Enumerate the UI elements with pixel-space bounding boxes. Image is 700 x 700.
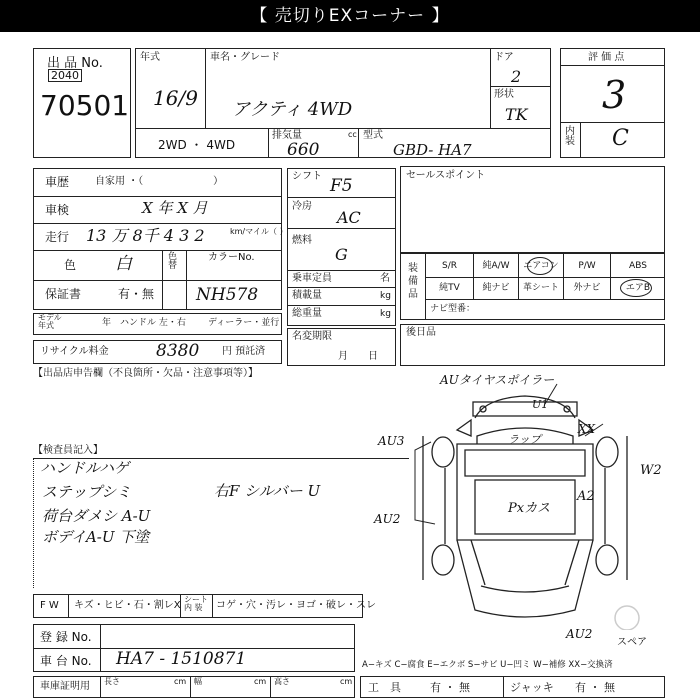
history-value: 自家用 ・（ ） — [95, 176, 224, 187]
length-label: 長さ — [104, 677, 120, 686]
inspection-value: X 年 X 月 — [142, 199, 208, 217]
navi-label: ナビ型番： — [430, 304, 476, 314]
equip-ac-circle — [527, 257, 553, 275]
height-unit: cm — [340, 677, 353, 686]
equip-abs: ABS — [629, 261, 647, 271]
color-no-value: NH578 — [196, 285, 259, 305]
fw-label: F W — [40, 600, 59, 611]
inspector-note-3: 荷台ダメシ A-U — [42, 507, 151, 525]
lot-label: 出 品 No. — [47, 56, 103, 71]
ac-label: 冷房 — [292, 201, 312, 212]
equip-navi: 純ナビ — [482, 283, 510, 293]
capacity-unit: 名 — [380, 273, 390, 284]
jack-value: 有 ・ 無 — [575, 681, 615, 694]
shift-value: F5 — [330, 176, 353, 196]
history-label: 車歴 — [45, 175, 70, 189]
weight-unit: kg — [380, 309, 391, 319]
displacement-label: 排気量 — [272, 130, 302, 141]
equip-ext-navi: 外ナビ — [573, 283, 601, 293]
handle-label: ハンドル 左・右 — [120, 318, 186, 328]
capacity-label: 乗車定員 — [292, 273, 332, 284]
color-value: 白 — [115, 254, 132, 274]
fw-text: キズ・ヒビ・石・割レX — [74, 600, 181, 611]
spare-label: スペア — [617, 637, 647, 648]
chassis-value: HA7 - 1510871 — [116, 649, 247, 669]
load-unit: kg — [380, 291, 391, 301]
inspector-note-2: ステップシミ — [42, 483, 132, 501]
mark-w: W2 — [640, 463, 662, 478]
seat-label: シート内 装 — [184, 595, 208, 612]
recycle-label: リサイクル料金 — [40, 346, 109, 357]
mark-left-mid: AU2 — [374, 512, 401, 526]
lot-number: 70501 — [40, 89, 130, 122]
change-label: 名変期限 — [292, 331, 332, 342]
mark-u1: U1 — [532, 398, 549, 411]
displacement-value: 660 — [287, 140, 320, 160]
inspector-header: 【検査員記入】 — [33, 445, 103, 456]
model-year-label: モデル年式 — [38, 313, 62, 330]
mark-right-body: A2 — [577, 489, 595, 504]
recycle-unit: 円 預託済 — [222, 346, 266, 357]
inspection-label: 車検 — [45, 203, 70, 217]
mark-right-top: XX — [578, 422, 596, 436]
recycle-value: 8380 — [156, 341, 200, 361]
tools-value: 有 ・ 無 — [430, 681, 470, 694]
cert-label: 車庫証明用 — [40, 681, 90, 692]
interior-value: C — [612, 126, 629, 151]
page-banner: 【 売切りEXコーナー 】 — [0, 0, 700, 32]
mileage-value: 13 万 8千 4 3 2 — [86, 226, 205, 245]
lot-sub-number: 2040 — [48, 69, 82, 82]
cc-label: cc — [348, 130, 357, 139]
model-label: 型式 — [363, 130, 383, 141]
width-label: 幅 — [194, 677, 202, 686]
ac-value: AC — [337, 208, 361, 227]
equip-airbag: エアB — [625, 283, 651, 293]
fuel-label: 燃料 — [292, 235, 312, 246]
mark-bottom: AU2 — [566, 627, 593, 641]
equip-tv: 純TV — [439, 283, 460, 293]
doors-value: 2 — [511, 67, 522, 86]
year-value: 16/9 — [153, 86, 198, 110]
shift-label: シフト — [292, 171, 322, 182]
mark-left-body: Pxカス — [508, 501, 551, 516]
warranty-label: 保証書 — [45, 287, 82, 301]
color-label: 色 — [64, 258, 77, 272]
tools-label: 工 具 — [368, 681, 401, 694]
equip-leather: 革シート — [522, 283, 559, 293]
after-install-box — [400, 324, 665, 366]
mileage-label: 走行 — [45, 230, 70, 244]
equip-airbag-circle — [620, 279, 652, 297]
inspector-note-4: ボデイA-U 下塗 — [42, 528, 150, 546]
notes-header: 【出品店申告欄（不良箇所・欠品・注意事項等）】 — [33, 368, 258, 379]
doors-label: ドア — [494, 52, 514, 63]
chassis-label: 車 台 No. — [40, 654, 92, 668]
mark-tape: ラップ — [508, 433, 541, 446]
shape-label: 形状 — [494, 89, 514, 100]
sales-point-label: セールスポイント — [406, 170, 486, 181]
dealer-label: ディーラー・並行 — [208, 318, 280, 328]
reg-label: 登 録 No. — [40, 630, 92, 644]
year-label: 年式 — [140, 52, 160, 63]
mileage-unit: km/マイル（ ） — [230, 227, 288, 236]
inspector-note-1: ハンドルハゲ — [40, 459, 129, 477]
model-value: GBD- HA7 — [393, 141, 472, 159]
fuel-value: G — [335, 245, 348, 264]
name-value: アクティ 4WD — [232, 99, 353, 120]
equip-aw: 純A/W — [482, 261, 510, 271]
model-year-unit: 年 — [102, 318, 112, 328]
name-label: 車名・グレード — [210, 52, 280, 63]
width-unit: cm — [254, 677, 267, 686]
load-label: 積載量 — [292, 290, 322, 301]
drive-label: 2WD ・ 4WD — [158, 138, 236, 152]
damage-legend: A−キズ C−腐食 E−エクボ S−サビ U−凹ミ W−補修 XX−交換済 — [362, 660, 613, 670]
inspector-right-note: 右F シルバー U — [214, 482, 321, 500]
shape-value: TK — [505, 105, 528, 124]
equip-pw: P/W — [578, 261, 596, 271]
mark-left-top: AU3 — [378, 434, 405, 448]
length-unit: cm — [174, 677, 187, 686]
color-change-label: 色替 — [168, 252, 178, 271]
interior-label: 内装 — [565, 126, 575, 147]
height-label: 高さ — [274, 677, 290, 686]
jack-label: ジャッキ — [510, 681, 554, 694]
color-no-label: カラーNo. — [208, 252, 255, 263]
equipment-label: 装備品 — [408, 263, 418, 300]
equip-sr: S/R — [442, 261, 457, 271]
change-unit: 月 日 — [338, 351, 378, 362]
warranty-value: 有・無 — [118, 287, 155, 301]
seat-text: コゲ・穴・汚レ・ヨゴ・破レ・スレ — [216, 600, 376, 611]
mark-top: AUタイヤスポイラー — [440, 373, 555, 387]
after-install-label: 後日品 — [406, 327, 436, 338]
weight-label: 総重量 — [292, 308, 322, 319]
equip-ac: エアコン — [523, 261, 559, 271]
score-value: 3 — [602, 73, 627, 117]
score-label: 評 価 点 — [588, 52, 625, 63]
